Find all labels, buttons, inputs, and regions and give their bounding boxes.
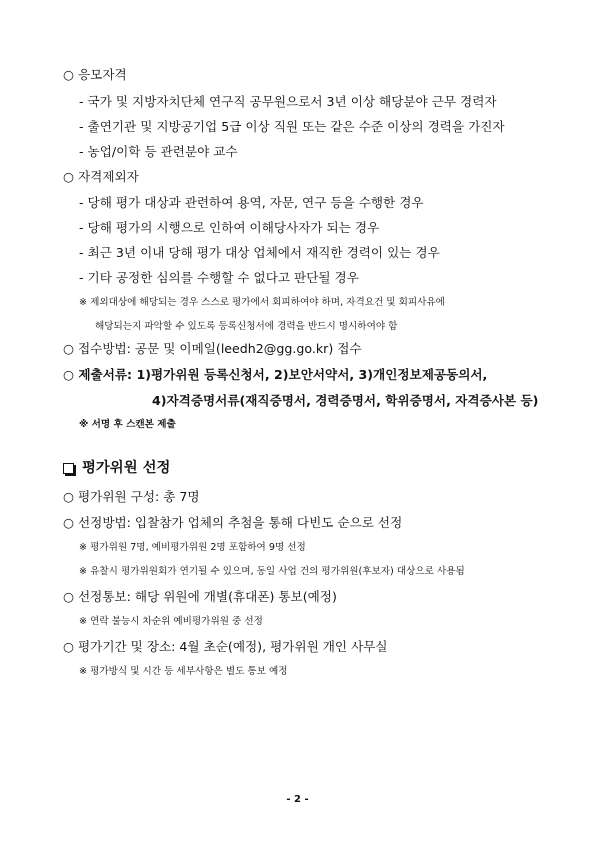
selection-method: ○ 선정방법: 입찰참가 업체의 추첨을 통해 다빈도 순으로 선정 xyxy=(63,515,403,530)
exclusion-title: ○ 자격제외자 xyxy=(63,169,139,184)
selection-notice-note: ※ 연락 불능시 차순위 예비평가위원 중 선정 xyxy=(79,616,263,627)
exclusion-item: - 당해 평가의 시행으로 인하여 이해당사자가 되는 경우 xyxy=(79,220,380,235)
selection-method-note: ※ 유찰시 평가위원회가 연기될 수 있으며, 동일 사업 건의 평가위원(후보자) 대상으로 사용됨 xyxy=(79,566,465,577)
qualification-item: - 농업/이학 등 관련분야 교수 xyxy=(79,144,238,159)
evaluation-period-note: ※ 평가방식 및 시간 등 세부사항은 별도 통보 예정 xyxy=(79,666,288,677)
exclusion-note-continued: 해당되는지 파악할 수 있도록 등록신청서에 경력을 반드시 명시하여야 함 xyxy=(95,321,398,332)
qualification-item: - 출연기관 및 지방공기업 5급 이상 직원 또는 같은 수준 이상의 경력을 가진자 xyxy=(79,119,505,134)
exclusion-item: - 기타 공정한 심의를 수행할 수 없다고 판단될 경우 xyxy=(79,270,359,285)
exclusion-note: ※ 제외대상에 해당되는 경우 스스로 평가에서 회피하여야 하며, 자격요건 및 회피사유에 xyxy=(79,297,445,308)
qualification-item: - 국가 및 지방자치단체 연구직 공무원으로서 3년 이상 해당분야 근무 경력자 xyxy=(79,94,497,109)
selection-notice: ○ 선정통보: 해당 위원에 개별(휴대폰) 통보(예정) xyxy=(63,589,337,604)
exclusion-item: - 최근 3년 이내 당해 평가 대상 업체에서 재직한 경력이 있는 경우 xyxy=(79,245,440,260)
documents-line: ○ 제출서류: 1)평가위원 등록신청서, 2)보안서약서, 3)개인정보제공동의서, xyxy=(63,367,488,382)
selection-composition: ○ 평가위원 구성: 총 7명 xyxy=(63,489,200,504)
exclusion-item: - 당해 평가 대상과 관련하여 용역, 자문, 연구 등을 수행한 경우 xyxy=(79,195,424,210)
page-number: - 2 - xyxy=(286,794,309,805)
receipt-method: ○ 접수방법: 공문 및 이메일(leedh2@gg.go.kr) 접수 xyxy=(63,341,362,356)
selection-method-note: ※ 평가위원 7명, 예비평가위원 2명 포함하여 9명 선정 xyxy=(79,542,306,553)
checkbox-square-icon xyxy=(63,463,74,474)
section-heading-text: 평가위원 선정 xyxy=(82,460,171,476)
section-heading xyxy=(63,461,170,475)
documents-line-continued: 4)자격증명서류(재직증명서, 경력증명서, 학위증명서, 자격증사본 등) xyxy=(152,393,539,408)
qualification-title: ○ 응모자격 xyxy=(63,67,127,82)
evaluation-period: ○ 평가기간 및 장소: 4월 초순(예정), 평가위원 개인 사무실 xyxy=(63,639,388,654)
documents-note: ※ 서명 후 스캔본 제출 xyxy=(79,419,176,430)
